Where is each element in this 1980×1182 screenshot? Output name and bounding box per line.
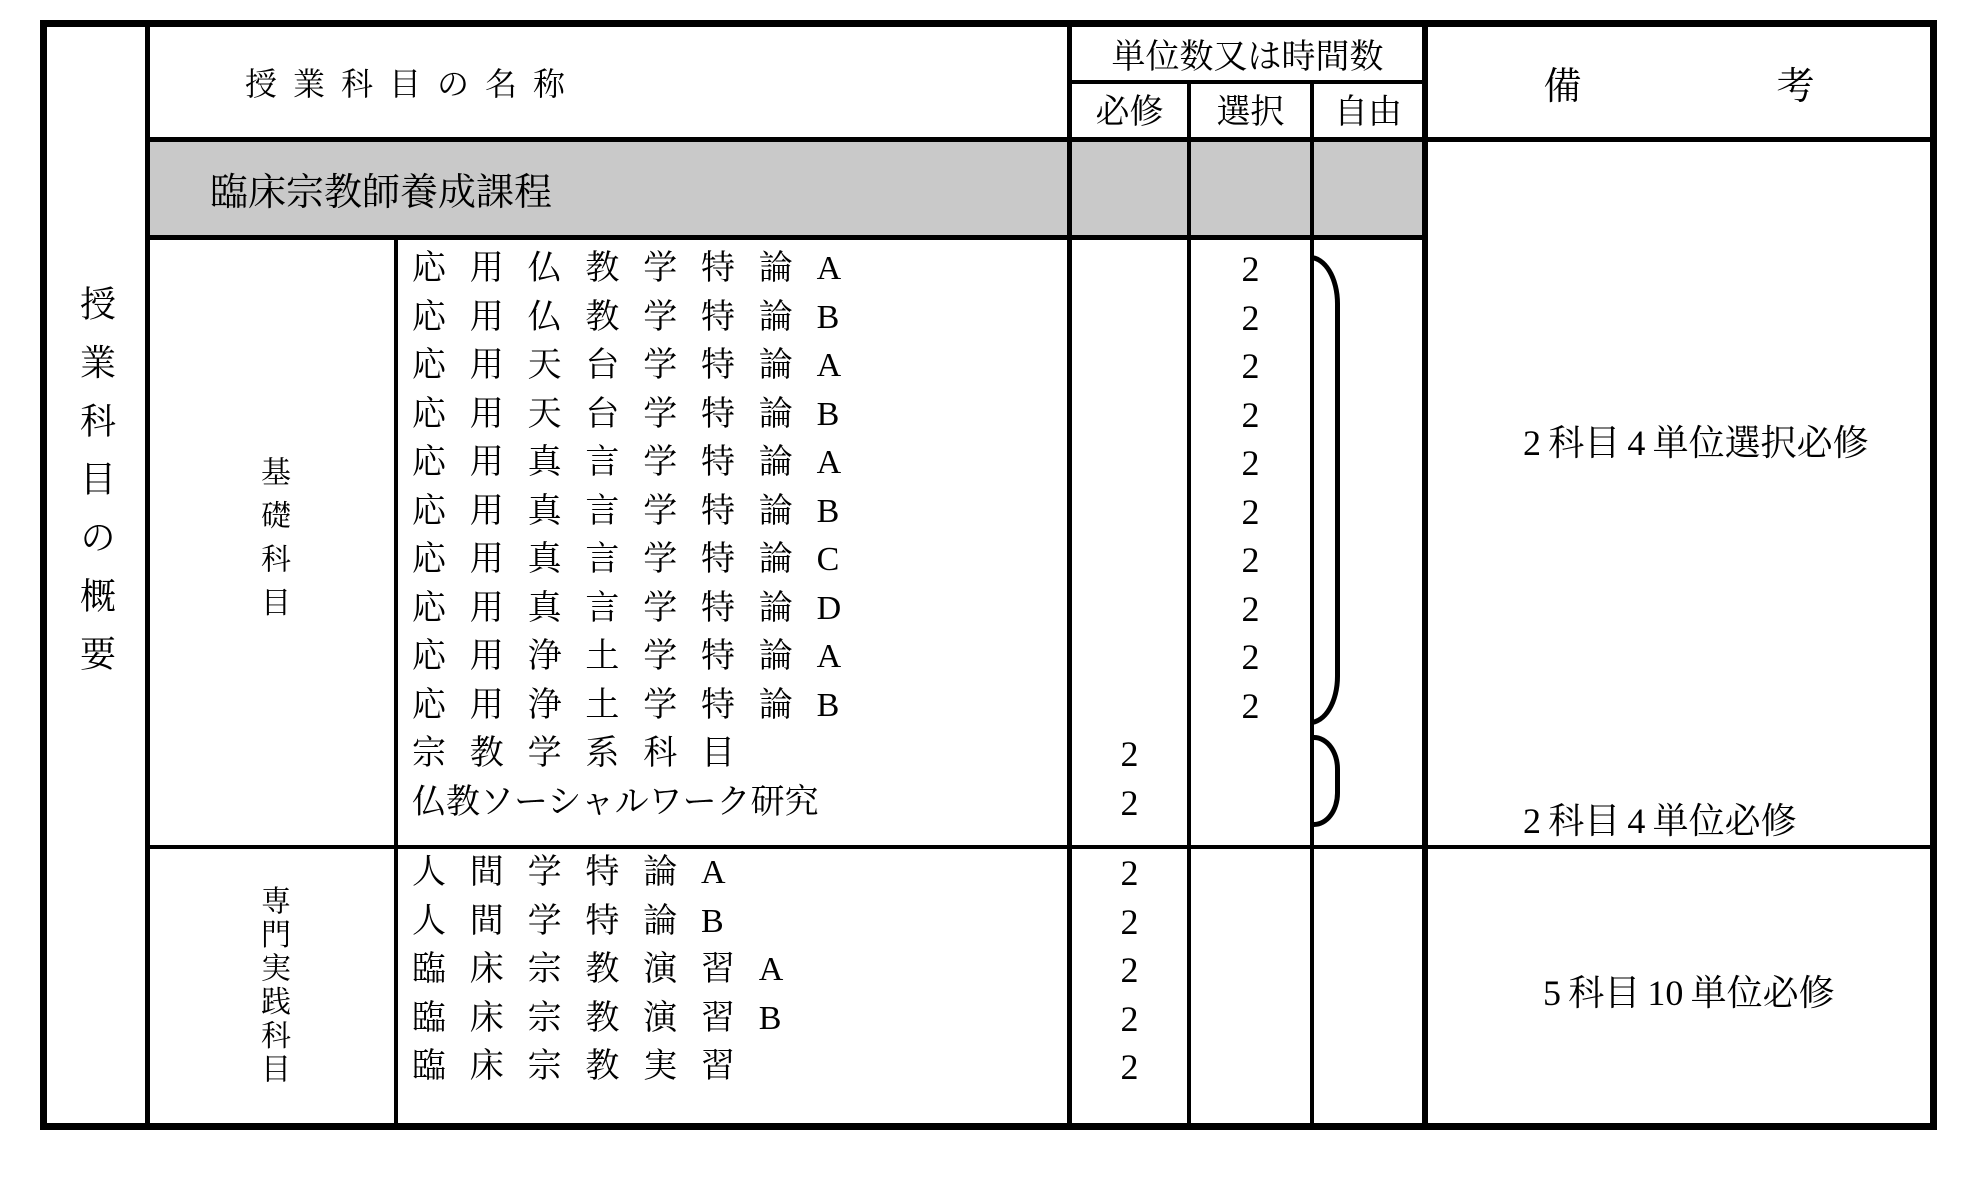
required-credit-value: 2 bbox=[1120, 734, 1139, 774]
elective-credit-value bbox=[1191, 730, 1310, 779]
required-credit-value bbox=[1072, 294, 1187, 343]
grid-vline-remarks bbox=[1422, 27, 1428, 1123]
remark-practice-note: 5 科目 10 単位必修 bbox=[1543, 973, 1835, 1013]
required-credit-value: 2 bbox=[1120, 998, 1139, 1039]
category-basic-cell bbox=[150, 240, 394, 845]
remarks-header-label: 備考 bbox=[1543, 65, 1815, 108]
program-row-title: 臨床宗教師養成課程 bbox=[210, 172, 553, 214]
basic-course-names-column bbox=[412, 245, 865, 827]
course-name: 宗教学系科目 bbox=[412, 735, 759, 772]
required-credit-value bbox=[1072, 633, 1187, 682]
course-name: 臨床宗教演習A bbox=[412, 951, 808, 988]
required-credit-value bbox=[1072, 536, 1187, 585]
course-name: 応用仏教学特論A bbox=[412, 250, 865, 287]
required-credit-value: 2 bbox=[1120, 950, 1139, 990]
course-name-header: 授業科目の名称 bbox=[245, 66, 582, 102]
course-name: 応用真言学特論A bbox=[412, 444, 865, 481]
required-credit-value: 2 bbox=[1120, 901, 1139, 942]
overview-label: 授業科目の概要 bbox=[75, 285, 116, 694]
required-credit-value bbox=[1072, 585, 1187, 634]
course-name: 応用仏教学特論B bbox=[412, 298, 864, 336]
course-name: 人間学特論A bbox=[412, 854, 750, 891]
overview-column bbox=[47, 27, 145, 1123]
course-name: 臨床宗教実習 bbox=[412, 1048, 759, 1085]
remark-elective-note: 2 科目 4 単位選択必修 bbox=[1523, 423, 1869, 463]
elective-credit-value bbox=[1191, 779, 1310, 828]
course-name: 臨床宗教演習B bbox=[412, 999, 806, 1037]
course-name: 応用浄土学特論B bbox=[412, 686, 864, 724]
required-credit-value bbox=[1072, 342, 1187, 391]
elective-credit-value: 2 bbox=[1241, 637, 1260, 677]
course-name: 人間学特論B bbox=[412, 902, 748, 940]
basic-required-credits-column bbox=[1072, 245, 1187, 827]
curriculum-table bbox=[40, 20, 1937, 1130]
category-basic-label: 基礎科目 bbox=[256, 455, 289, 630]
credits-header: 単位数又は時間数 bbox=[1111, 39, 1384, 76]
required-credit-value: 2 bbox=[1120, 782, 1139, 823]
course-name: 応用天台学特論B bbox=[412, 395, 864, 433]
remark-required-note: 2 科目 4 単位必修 bbox=[1523, 801, 1797, 841]
elective-credit-value: 2 bbox=[1241, 249, 1260, 289]
required-credit-value: 2 bbox=[1120, 853, 1139, 893]
required-group-bracket bbox=[1310, 735, 1340, 827]
elective-credit-value: 2 bbox=[1241, 394, 1260, 435]
category-practice-label: 専門実践科目 bbox=[256, 885, 289, 1087]
course-name: 応用浄土学特論A bbox=[412, 638, 865, 675]
remarks-header bbox=[1428, 27, 1930, 137]
elective-credit-value: 2 bbox=[1241, 346, 1260, 386]
elective-credit-value: 2 bbox=[1241, 540, 1260, 580]
required-credit-value: 2 bbox=[1120, 1047, 1139, 1087]
required-credit-value bbox=[1072, 439, 1187, 488]
elective-credit-value: 2 bbox=[1241, 297, 1260, 338]
basic-elective-credits-column bbox=[1191, 245, 1310, 827]
free-column-header: 自由 bbox=[1334, 94, 1402, 131]
elective-credit-value: 2 bbox=[1241, 685, 1260, 726]
elective-group-bracket bbox=[1310, 255, 1340, 725]
practice-required-credits-column bbox=[1072, 849, 1187, 1092]
course-name: 応用真言学特論C bbox=[412, 541, 864, 578]
elective-column-header: 選択 bbox=[1216, 94, 1285, 131]
required-credit-value bbox=[1072, 245, 1187, 294]
practice-course-names-column bbox=[412, 849, 807, 1092]
grid-vline-category bbox=[394, 235, 398, 1123]
category-practice-cell bbox=[150, 849, 394, 1123]
course-name: 応用真言学特論B bbox=[412, 492, 864, 530]
required-credit-value bbox=[1072, 682, 1187, 731]
elective-credit-value: 2 bbox=[1241, 491, 1260, 532]
required-column-header: 必修 bbox=[1095, 94, 1164, 131]
course-name: 応用天台学特論A bbox=[412, 347, 865, 384]
required-credit-value bbox=[1072, 391, 1187, 440]
course-name: 応用真言学特論D bbox=[412, 589, 865, 627]
elective-credit-value: 2 bbox=[1241, 443, 1260, 483]
course-name: 仏教ソーシャルワーク研究 bbox=[412, 783, 819, 821]
elective-credit-value: 2 bbox=[1241, 588, 1260, 629]
required-credit-value bbox=[1072, 488, 1187, 537]
